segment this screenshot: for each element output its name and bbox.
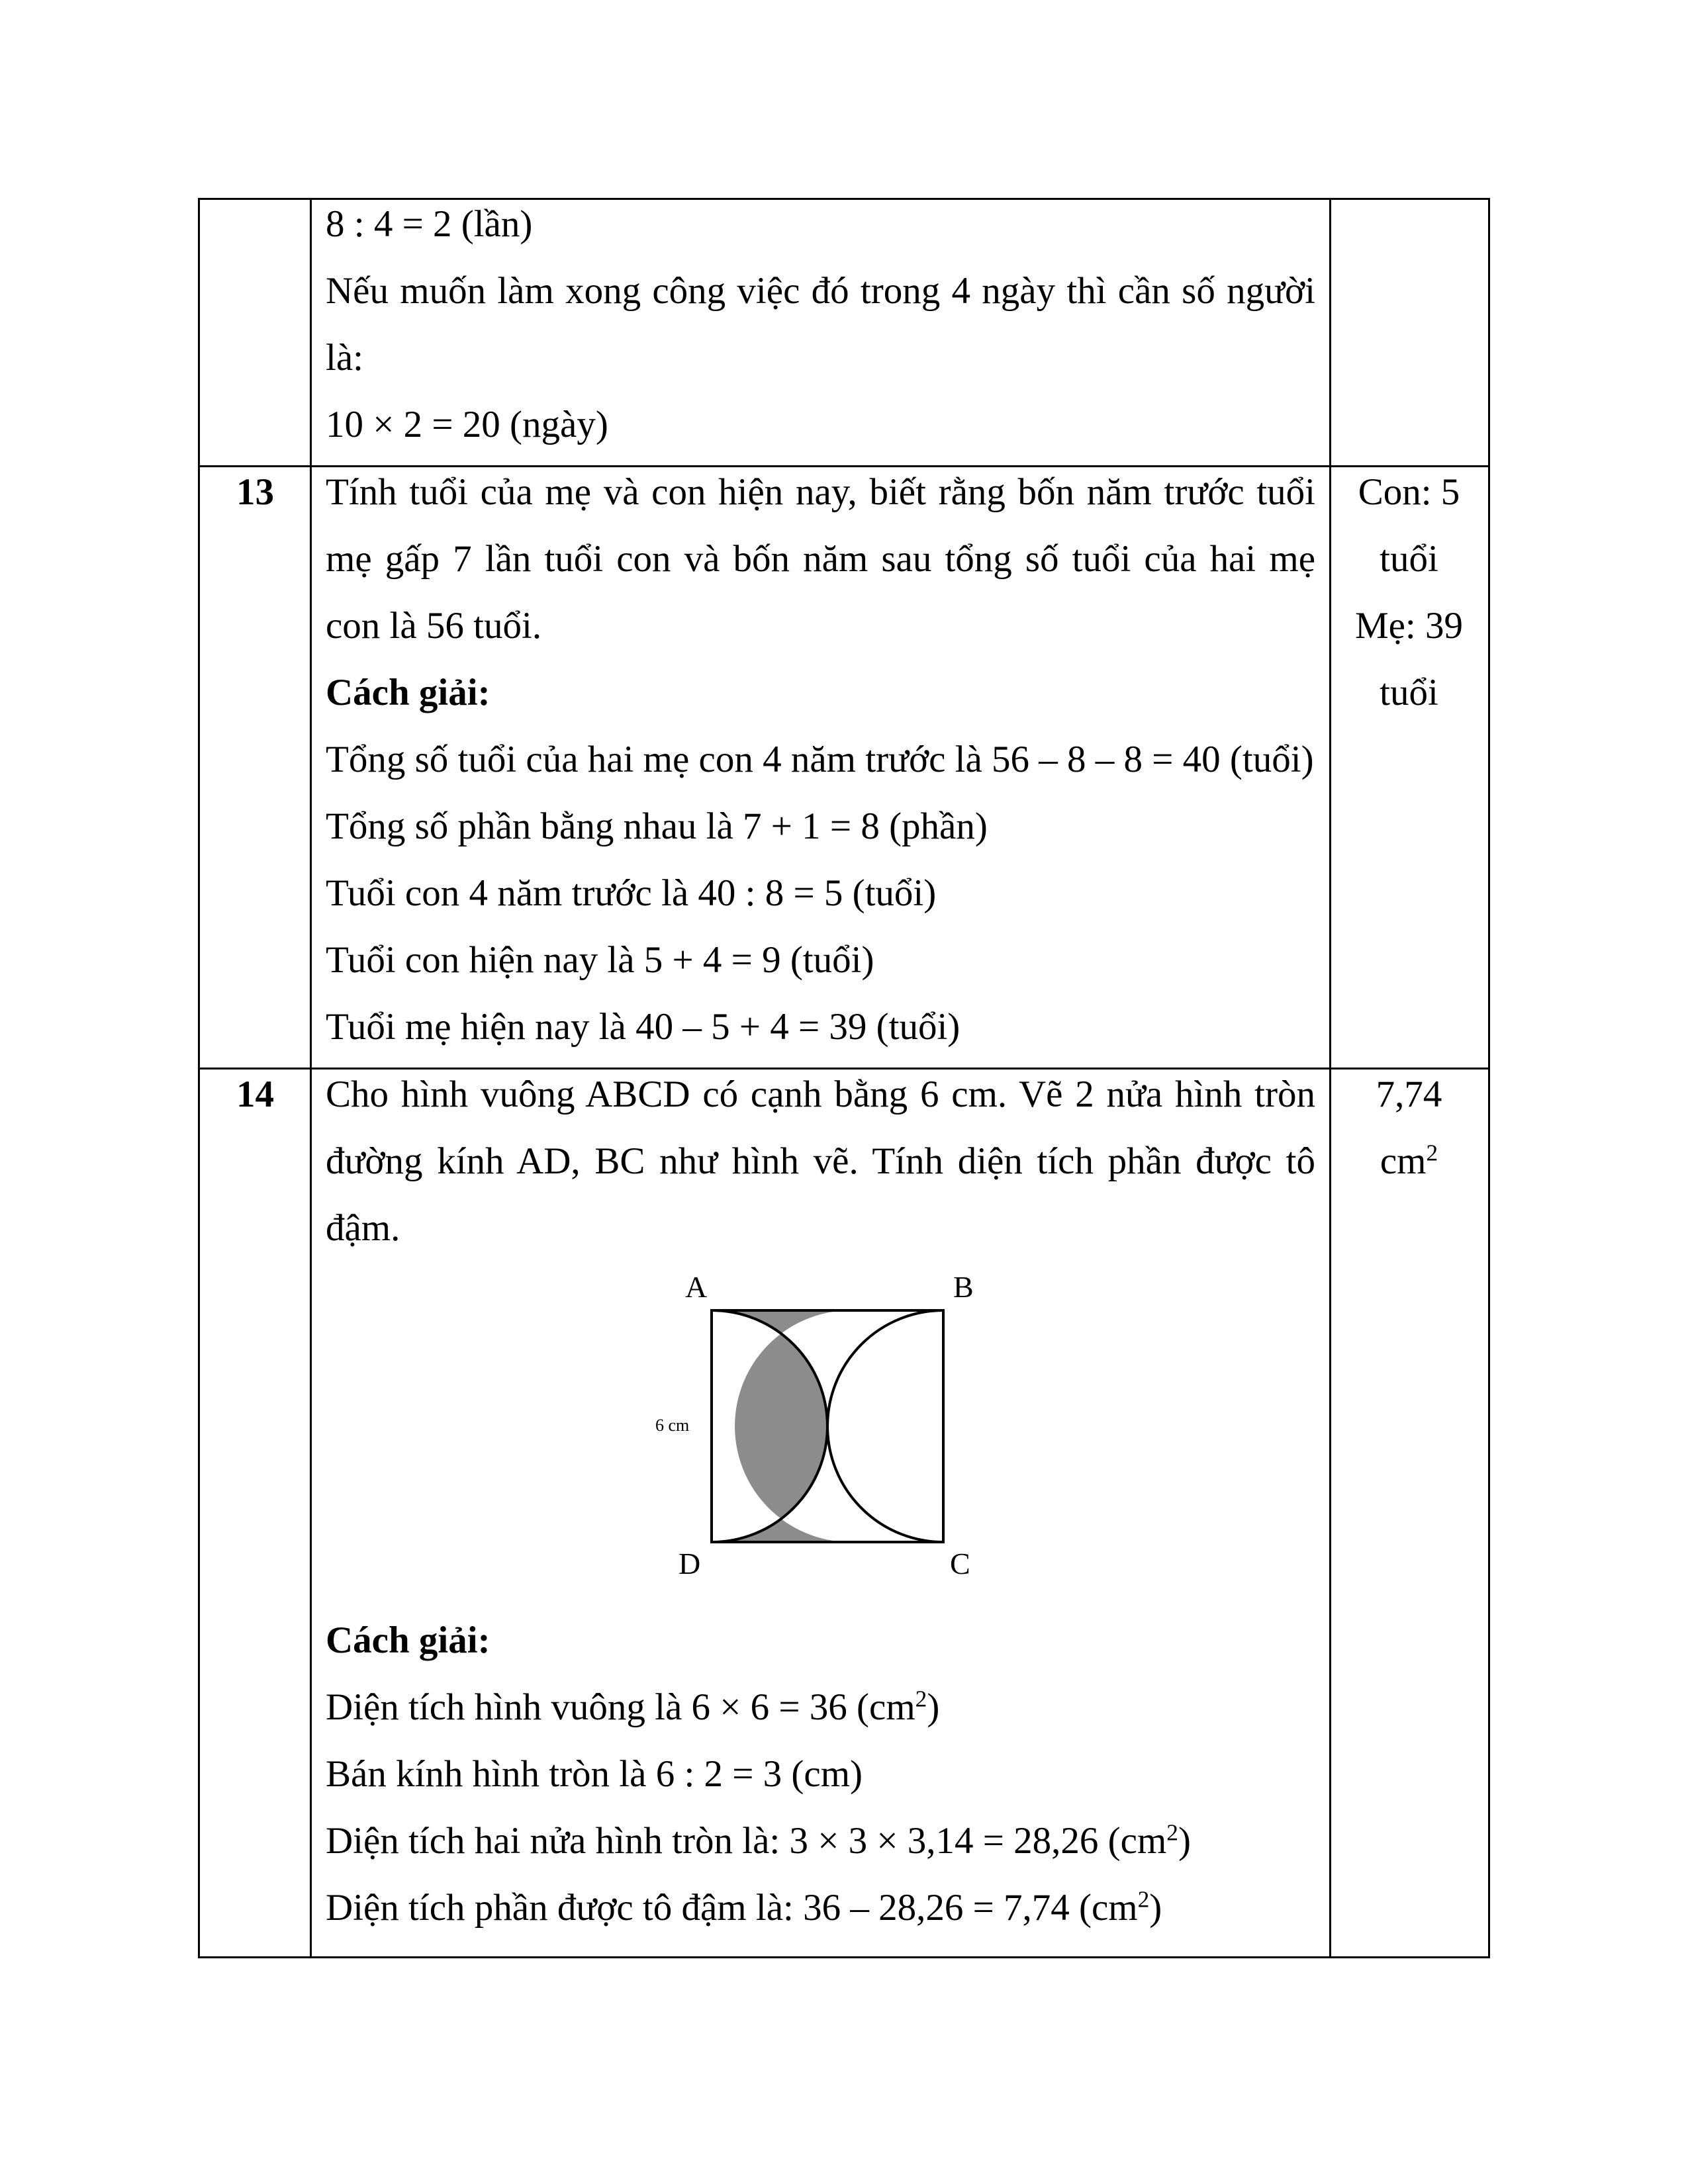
solution-step: Tuổi con hiện nay là 5 + 4 = 9 (tuổi): [326, 939, 874, 981]
answer-line: Mẹ: 39: [1354, 605, 1464, 647]
solution-heading: Cách giải:: [326, 1619, 491, 1661]
vertex-label-b: B: [953, 1270, 974, 1304]
solution-step: Diện tích phần được tô đậm là: 36 – 28,26 = 7,74 $(cm^2)$: [326, 1886, 1162, 1929]
table-border-bottom: [198, 1956, 1490, 1958]
table-border-left: [198, 198, 200, 1958]
answer-line: Con: 5: [1358, 471, 1460, 513]
solution-step: Diện tích hai nửa hình tròn là: 3 × 3 × 3,14 = 28,26 $(cm^2)$: [326, 1819, 1191, 1862]
side-length-label: 6 cm: [655, 1416, 690, 1435]
row-14-question: [326, 1061, 1315, 1261]
row-14-number: 14: [236, 1073, 274, 1115]
square-semicircles-figure: [635, 1264, 1006, 1595]
row-13-answer: [1332, 459, 1486, 726]
vertex-label-a: A: [685, 1270, 708, 1304]
answer-unit: $cm^2$: [1380, 1140, 1438, 1182]
row-13-content: [326, 459, 1315, 1060]
solution-step: Tổng số phần bằng nhau là 7 + 1 = 8 (phần): [326, 805, 988, 847]
vertex-label-d: D: [679, 1547, 701, 1580]
solution-step: Diện tích hình vuông là 6 × 6 = 36 $(cm^2)$: [326, 1686, 940, 1728]
answer-value: 7,74: [1376, 1073, 1442, 1115]
semicircle-bc: [827, 1310, 943, 1542]
answer-line: tuổi: [1380, 672, 1438, 713]
solution-heading: Cách giải:: [326, 672, 491, 713]
text-line: 8 : 4 = 2 (lần): [326, 203, 533, 245]
continued-row-content: [326, 191, 1315, 458]
column-divider-2: [1329, 198, 1331, 1958]
question-text: Tính tuổi của mẹ và con hiện nay, biết rằng bốn năm trước tuổi mẹ gấp 7 lần tuổi con và bốn năm sau tổng số tuổi của hai mẹ con là 56 tuổi.: [326, 471, 1315, 647]
text-line: Nếu muốn làm xong công việc đó trong 4 ngày thì cần số người là:: [326, 270, 1315, 379]
row-13-number: 13: [236, 471, 274, 513]
solution-step: Tuổi mẹ hiện nay là 40 – 5 + 4 = 39 (tuổi): [326, 1006, 961, 1048]
solution-step: Bán kính hình tròn là 6 : 2 = 3 (cm): [326, 1753, 863, 1795]
solution-step: Tuổi con 4 năm trước là 40 : 8 = 5 (tuổi): [326, 872, 937, 914]
table-border-right: [1488, 198, 1490, 1958]
text-line: 10 × 2 = 20 (ngày): [326, 404, 608, 445]
vertex-label-c: C: [950, 1547, 970, 1580]
answer-line: tuổi: [1380, 538, 1438, 580]
row-14-answer: [1332, 1061, 1486, 1195]
question-text: Cho hình vuông ABCD có cạnh bằng 6 cm. Vẽ 2 nửa hình tròn đường kính AD, BC như hình vẽ. Tính diện tích phần được tô đậm.: [326, 1073, 1315, 1249]
solution-step: Tổng số tuổi của hai mẹ con 4 năm trước là 56 – 8 – 8 = 40 (tuổi): [326, 739, 1314, 780]
row-14-solution: [326, 1607, 1315, 1941]
column-divider-1: [310, 198, 312, 1958]
shaded-region: [712, 1310, 851, 1542]
